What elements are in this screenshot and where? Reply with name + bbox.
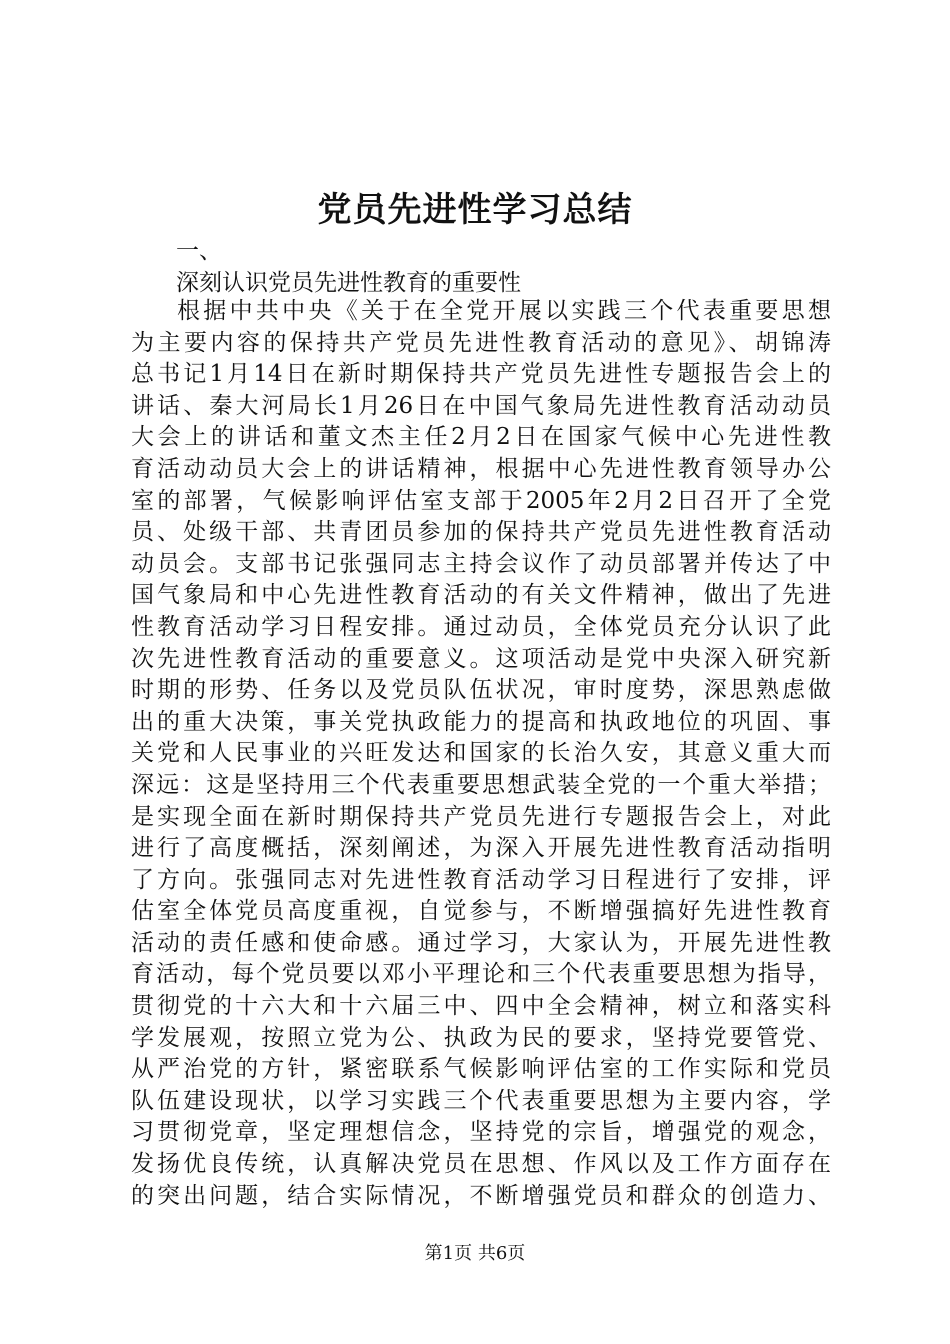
body-line: 动员会。支部书记张强同志主持会议作了动员部署并传达了中	[131, 550, 831, 577]
body-line: 关党和人民事业的兴旺发达和国家的长治久安，其意义重大而	[131, 740, 831, 767]
body-line: 深远：这是坚持用三个代表重要思想武装全党的一个重大举措；	[131, 771, 831, 798]
body-line: 国气象局和中心先进性教育活动的有关文件精神，做出了先进	[131, 582, 831, 609]
body-line: 是实现全面在新时期保持共产党员先进行专题报告会上，对此	[131, 803, 831, 830]
page-footer: 第1页 共6页	[424, 1243, 526, 1264]
body-paragraph	[131, 296, 831, 1212]
section-heading: 深刻认识党员先进性教育的重要性	[176, 270, 521, 296]
body-line: 习贯彻党章，坚定理想信念，坚持党的宗旨，增强党的观念，	[131, 1119, 831, 1146]
body-line: 根据中共中央《关于在全党开展以实践三个代表重要思想	[177, 298, 831, 324]
document-title: 党员先进性学习总结	[317, 190, 633, 230]
body-line: 贯彻党的十六大和十六届三中、四中全会精神，树立和落实科	[131, 993, 831, 1020]
body-line: 时期的形势、任务以及党员队伍状况，审时度势，深思熟虑做	[131, 677, 831, 704]
body-line: 次先进性教育活动的重要意义。这项活动是党中央深入研究新	[131, 645, 831, 672]
section-number: 一、	[176, 238, 222, 264]
body-line: 讲话、秦大河局长1月26日在中国气象局先进性教育活动动员	[131, 392, 831, 419]
body-line: 性教育活动学习日程安排。通过动员，全体党员充分认识了此	[131, 613, 831, 640]
body-line: 估室全体党员高度重视，自觉参与，不断增强搞好先进性教育	[131, 898, 831, 925]
body-line: 出的重大决策，事关党执政能力的提高和执政地位的巩固、事	[131, 708, 831, 735]
body-line: 总书记1月14日在新时期保持共产党员先进性专题报告会上的	[131, 361, 831, 388]
body-line: 发扬优良传统，认真解决党员在思想、作风以及工作方面存在	[131, 1151, 831, 1178]
body-line: 的突出问题，结合实际情况，不断增强党员和群众的创造力、	[131, 1182, 831, 1209]
body-line: 为主要内容的保持共产党员先进性教育活动的意见》、胡锦涛	[131, 329, 831, 356]
body-line: 育活动动员大会上的讲话精神，根据中心先进性教育领导办公	[131, 455, 831, 482]
body-line: 大会上的讲话和董文杰主任2月2日在国家气候中心先进性教	[131, 424, 831, 451]
body-line: 室的部署，气候影响评估室支部于2005年2月2日召开了全党	[131, 487, 831, 514]
body-line: 进行了高度概括，深刻阐述，为深入开展先进性教育活动指明	[131, 835, 831, 862]
body-line: 学发展观，按照立党为公、执政为民的要求，坚持党要管党、	[131, 1024, 831, 1051]
body-line: 从严治党的方针，紧密联系气候影响评估室的工作实际和党员	[131, 1056, 831, 1083]
body-line: 活动的责任感和使命感。通过学习，大家认为，开展先进性教	[131, 929, 831, 956]
body-line: 员、处级干部、共青团员参加的保持共产党员先进性教育活动	[131, 519, 831, 546]
body-line: 队伍建设现状，以学习实践三个代表重要思想为主要内容，学	[131, 1087, 831, 1114]
body-line: 了方向。张强同志对先进性教育活动学习日程进行了安排，评	[131, 866, 831, 893]
body-line: 育活动，每个党员要以邓小平理论和三个代表重要思想为指导，	[131, 961, 831, 988]
